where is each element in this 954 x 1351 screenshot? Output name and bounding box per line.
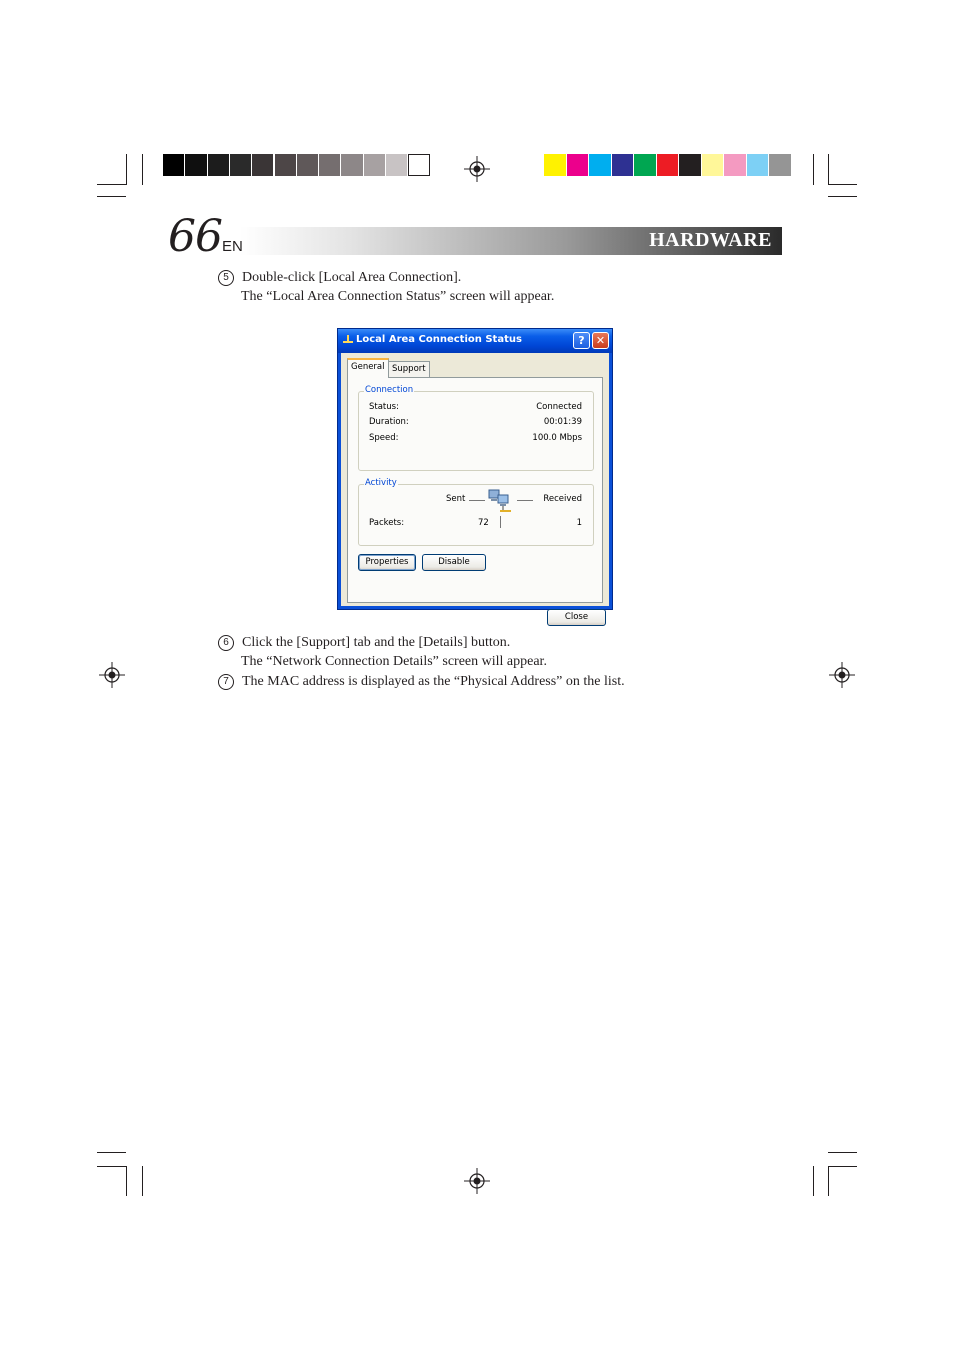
crop-mark [828, 1152, 857, 1153]
activity-group [358, 478, 594, 546]
duration-value: 00:01:39 [543, 417, 582, 427]
color-swatch [747, 154, 769, 176]
step-text: Double-click [Local Area Connection]. [242, 270, 462, 285]
color-swatch [612, 154, 634, 176]
step-number: 6 [218, 635, 234, 651]
tab-general[interactable]: General [347, 358, 389, 378]
step-subtext: The “Network Connection Details” screen will appear. [241, 654, 547, 669]
color-swatch [567, 154, 589, 176]
instruction-step [218, 268, 554, 306]
status-value: Connected [536, 402, 582, 412]
color-swatch [702, 154, 724, 176]
section-header-bar [240, 227, 782, 255]
step-subtext: The “Local Area Connection Status” screen will appear. [241, 289, 555, 304]
disable-button[interactable]: Disable [422, 554, 486, 571]
color-swatch [230, 154, 251, 176]
step-number: 5 [218, 270, 234, 286]
crop-mark [142, 1166, 143, 1196]
tab-support[interactable]: Support [388, 361, 430, 377]
dialog-title: Local Area Connection Status [356, 334, 522, 345]
packets-divider [500, 516, 501, 528]
speed-value: 100.0 Mbps [532, 433, 582, 443]
registration-mark-icon [464, 156, 490, 182]
crop-mark [142, 154, 143, 185]
sent-label: Sent [446, 494, 466, 504]
received-label: Received [543, 494, 582, 504]
crop-mark [813, 154, 814, 185]
page-language: EN [222, 238, 243, 255]
dialog-body [341, 353, 609, 622]
color-swatch [185, 154, 206, 176]
crop-mark [97, 184, 126, 185]
crop-mark [828, 1166, 829, 1196]
color-swatch [386, 154, 407, 176]
registration-mark-icon [464, 1168, 490, 1194]
crop-mark [97, 196, 126, 197]
color-swatch [657, 154, 679, 176]
color-swatch [297, 154, 318, 176]
close-button[interactable]: Close [547, 609, 606, 626]
crop-mark [97, 1166, 126, 1167]
color-swatch [544, 154, 566, 176]
color-swatch [634, 154, 656, 176]
color-swatch [589, 154, 611, 176]
color-swatch [769, 154, 791, 176]
network-activity-icon [487, 487, 515, 513]
help-button[interactable]: ? [573, 332, 590, 349]
activity-group-label: Activity [365, 478, 397, 488]
packets-sent-value: 72 [478, 518, 489, 528]
color-swatch [252, 154, 273, 176]
sent-line [469, 500, 485, 501]
local-area-connection-status-dialog [337, 328, 613, 622]
received-line [517, 500, 533, 501]
section-title: HARDWARE [649, 229, 772, 251]
color-swatch [408, 154, 429, 176]
duration-label: Duration: [369, 417, 409, 427]
crop-mark [828, 196, 857, 197]
packets-label: Packets: [369, 518, 405, 528]
dialog-titlebar [338, 329, 612, 353]
general-tab-panel [347, 377, 603, 603]
network-connection-icon [343, 335, 353, 345]
step-number: 7 [218, 674, 234, 690]
color-swatch [319, 154, 340, 176]
color-swatch [679, 154, 701, 176]
color-swatch [341, 154, 362, 176]
color-swatch [275, 154, 296, 176]
crop-mark [828, 1166, 857, 1167]
crop-mark [126, 1166, 127, 1196]
color-swatch [724, 154, 746, 176]
registration-mark-icon [99, 662, 125, 688]
registration-mark-icon [829, 662, 855, 688]
status-label: Status: [369, 402, 399, 412]
packets-received-value: 1 [576, 518, 582, 528]
close-window-button[interactable]: ✕ [592, 332, 609, 349]
properties-button[interactable]: Properties [358, 554, 416, 571]
instruction-step [218, 633, 547, 671]
color-swatch [163, 154, 184, 176]
crop-mark [813, 1166, 814, 1196]
crop-mark [126, 154, 127, 185]
color-swatch [208, 154, 229, 176]
instruction-step [218, 672, 625, 691]
color-swatch [364, 154, 385, 176]
connection-group [358, 385, 594, 471]
crop-mark [828, 184, 857, 185]
connection-group-label: Connection [365, 385, 414, 395]
step-text: Click the [Support] tab and the [Details] button. [242, 635, 511, 650]
speed-label: Speed: [369, 433, 399, 443]
crop-mark [97, 1152, 126, 1153]
page-number: 66 [168, 211, 222, 262]
step-text: The MAC address is displayed as the “Physical Address” on the list. [242, 674, 625, 689]
crop-mark [828, 154, 829, 185]
